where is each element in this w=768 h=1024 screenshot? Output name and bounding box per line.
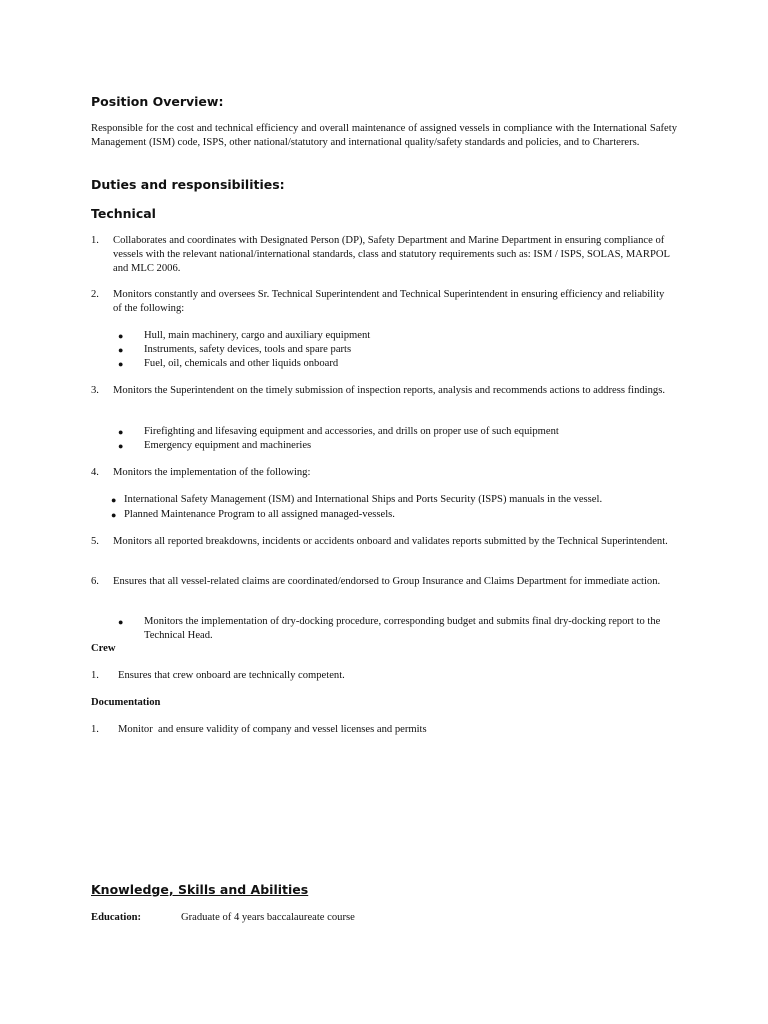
bullet-text: Instruments, safety devices, tools and spare parts	[144, 344, 352, 355]
item-number: 1.	[91, 724, 99, 735]
ksa-heading: Knowledge, Skills and Abilities	[91, 882, 309, 897]
item-text: Ensures that all vessel-related claims are coordinated/endorsed to Group Insurance and Claims Department for immediate action.	[113, 576, 661, 587]
bullet-icon: ●	[118, 345, 124, 355]
bullet-icon: ●	[111, 510, 117, 520]
bullet-icon: ●	[118, 331, 124, 341]
item-text: Collaborates and coordinates with Designated Person (DP), Safety Department and Marine Department in ensuring compliance of vessels with the relevant national/international standards, class and statutory requirements such as: ISM / ISPS, SOLAS, MARPOL and MLC 2006.	[113, 235, 670, 274]
bullet-text: Planned Maintenance Program to all assigned managed-vessels.	[124, 509, 395, 520]
bullet-text: Firefighting and lifesaving equipment and accessories, and drills on proper use of such equipment	[144, 426, 559, 437]
crew-heading: Crew	[91, 643, 116, 654]
documentation-heading: Documentation	[91, 697, 161, 708]
item-text: Monitors all reported breakdowns, incidents or accidents onboard and validates reports submitted by the Technical Superintendent.	[113, 536, 668, 547]
technical-heading: Technical	[91, 206, 156, 221]
item-number: 6.	[91, 576, 99, 587]
bullet-icon: ●	[118, 427, 124, 437]
education-label: Education:	[91, 912, 142, 923]
item-number: 3.	[91, 385, 99, 396]
bullet-icon: ●	[118, 359, 124, 369]
item-number: 5.	[91, 536, 99, 547]
item-number: 1.	[91, 235, 99, 246]
duties-heading: Duties and responsibilities:	[91, 177, 285, 192]
item-number: 2.	[91, 289, 99, 300]
bullet-text: Emergency equipment and machineries	[144, 440, 312, 451]
item-number: 4.	[91, 467, 99, 478]
item-text: Monitors the implementation of the following:	[113, 467, 311, 478]
bullet-icon: ●	[118, 617, 124, 627]
bullet-text: International Safety Management (ISM) and International Ships and Ports Security (ISPS) manuals in the vessel.	[124, 494, 603, 505]
bullet-text: Hull, main machinery, cargo and auxiliary equipment	[144, 330, 371, 341]
item-text: Monitors the Superintendent on the timely submission of inspection reports, analysis and recommends actions to address findings.	[113, 385, 665, 396]
bullet-icon: ●	[111, 495, 117, 505]
item-number: 1.	[91, 670, 99, 681]
bullet-icon: ●	[118, 441, 124, 451]
bullet-text: Fuel, oil, chemicals and other liquids onboard	[144, 358, 339, 369]
position-overview-heading: Position Overview:	[91, 94, 224, 109]
item-text: Ensures that crew onboard are technically competent.	[118, 670, 345, 681]
item-text: Monitor and ensure validity of company and vessel licenses and permits	[118, 724, 427, 735]
bullet-text: Monitors the implementation of dry-docking procedure, corresponding budget and submits final dry-docking report to the Technical Head.	[144, 616, 661, 641]
education-value: Graduate of 4 years baccalaureate course	[181, 912, 355, 923]
position-overview-text: Responsible for the cost and technical efficiency and overall maintenance of assigned vessels in compliance with the International Safety Management (ISM) code, ISPS, other national/statutory and international quality/safety standards and policies, and to Charterers.	[91, 123, 677, 148]
item-text: Monitors constantly and oversees Sr. Technical Superintendent and Technical Superintendent in ensuring efficiency and reliability of the following:	[113, 289, 665, 314]
